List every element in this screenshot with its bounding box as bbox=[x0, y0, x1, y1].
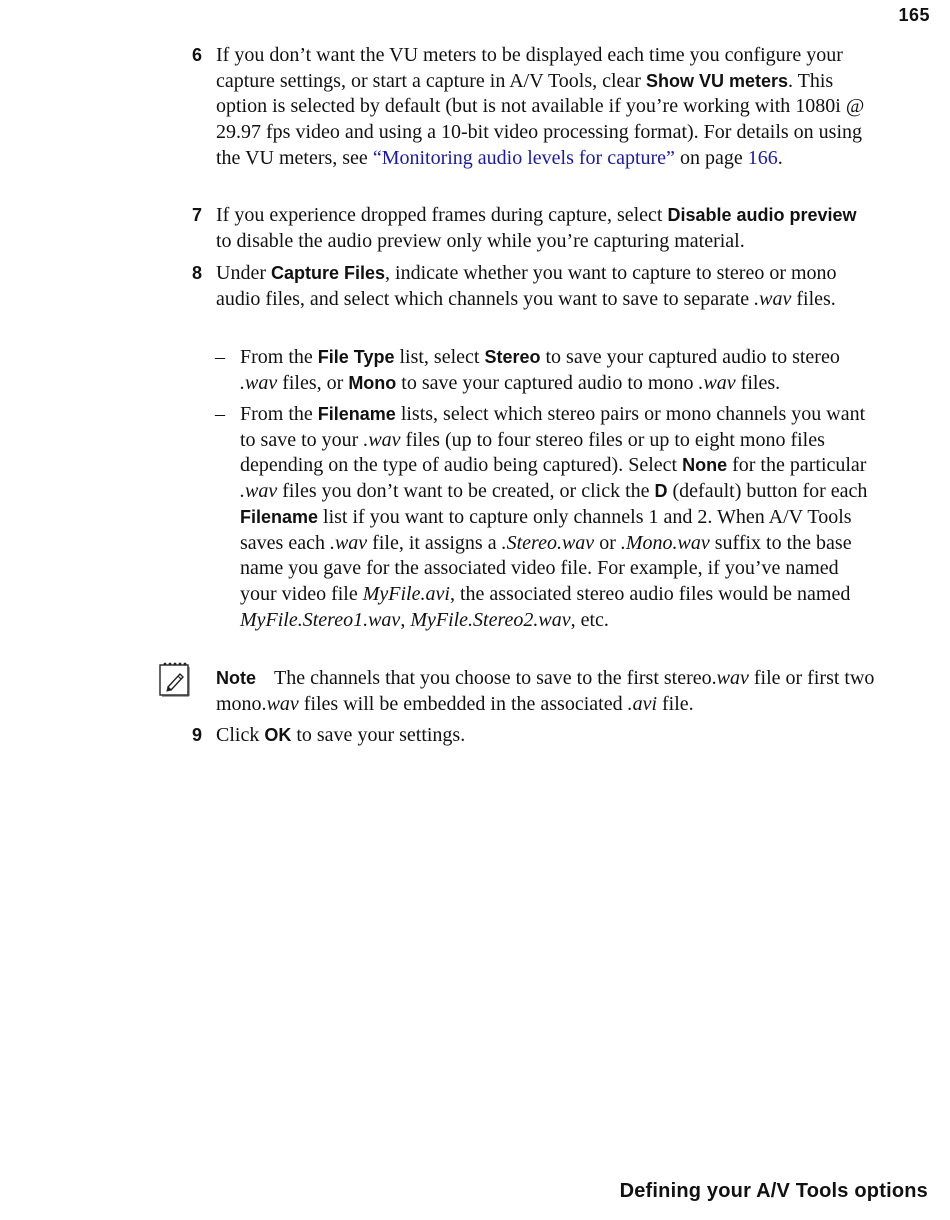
option-mono: Mono bbox=[348, 372, 397, 393]
step-text: . This option is selected by default (but is not available if you’re working with 1080i @ 29.97 fps video and using a 10-bit video processing format). For details on using the VU meters, see bbox=[216, 69, 865, 169]
step-text: . bbox=[777, 146, 783, 169]
file-extension: wav bbox=[716, 667, 749, 689]
step-text: Under bbox=[216, 262, 271, 284]
footer-section-title: Defining your A/V Tools options bbox=[619, 1180, 928, 1202]
bullet-text: From the bbox=[240, 403, 318, 425]
dash-bullet: – bbox=[215, 403, 225, 425]
step-text: on page bbox=[674, 146, 748, 169]
bullet-text: to save your captured audio to mono bbox=[396, 371, 699, 394]
file-extension: .wav bbox=[329, 531, 368, 554]
option-show-vu-meters: Show VU meters bbox=[645, 70, 789, 91]
button-ok-label: OK bbox=[264, 725, 292, 745]
file-suffix: .Stereo.wav bbox=[501, 531, 595, 554]
step-number: 7 bbox=[192, 205, 203, 225]
file-extension: .wav bbox=[240, 371, 278, 394]
step-text: , indicate whether you want to capture to stereo or mono audio files, and select which channels you want to save to separate bbox=[216, 262, 837, 310]
step-text: If you don’t want the VU meters to be displayed each time you configure your capture settings, or start a capture in A/V Tools, clear bbox=[216, 44, 843, 92]
bullet-text: , the associated stereo audio files would be named bbox=[449, 582, 851, 605]
bullet-text: From the bbox=[240, 346, 318, 368]
sub-bullet-filename bbox=[215, 402, 876, 633]
file-name: MyFile.Stereo1.wav bbox=[240, 608, 401, 631]
note-text: file or first two mono. bbox=[216, 667, 875, 715]
note-label: Note bbox=[216, 668, 256, 688]
bullet-text: suffix to the base name you gave for the associated video file. For example, if you’ve named your video file bbox=[240, 531, 852, 605]
bullet-text: to save your captured audio to stereo bbox=[540, 346, 840, 368]
step-number: 9 bbox=[192, 725, 203, 745]
dash-bullet: – bbox=[215, 346, 225, 368]
bullet-text: files you don’t want to be created, or click the bbox=[277, 480, 655, 503]
file-name: MyFile.avi bbox=[362, 582, 450, 605]
bullet-text: , bbox=[400, 608, 411, 631]
bullet-text: list if you want to capture only channels 1 and 2. When A/V Tools saves each bbox=[240, 505, 852, 554]
file-extension: .wav bbox=[240, 480, 278, 503]
note-text: file. bbox=[657, 692, 694, 715]
note-text: files will be embedded in the associated bbox=[298, 692, 628, 715]
step-7 bbox=[192, 203, 876, 254]
file-extension: .wav bbox=[363, 428, 401, 451]
page-number: 165 bbox=[898, 5, 930, 25]
bullet-text: files, or bbox=[277, 371, 349, 394]
step-text: files. bbox=[791, 287, 836, 310]
option-filename: Filename bbox=[240, 506, 319, 527]
bullet-text: list, select bbox=[394, 346, 485, 368]
button-d-default: D bbox=[654, 481, 668, 502]
cross-reference-link[interactable]: “Monitoring audio levels for capture” bbox=[372, 146, 675, 169]
option-none: None bbox=[682, 455, 728, 476]
step-text: Click bbox=[216, 724, 265, 746]
bullet-text: (default) button for each bbox=[667, 480, 868, 503]
step-text: to disable the audio preview only while you’re capturing material. bbox=[216, 229, 745, 252]
step-number: 6 bbox=[192, 45, 203, 65]
note-pencil-icon bbox=[158, 661, 190, 697]
bullet-text: or bbox=[594, 531, 621, 554]
file-extension: .wav bbox=[754, 287, 792, 310]
bullet-text: lists, select which stereo pairs or mono channels you want to save to your bbox=[240, 403, 866, 451]
file-extension: .wav bbox=[698, 371, 736, 394]
file-suffix: .Mono.wav bbox=[620, 531, 710, 554]
option-stereo: Stereo bbox=[484, 347, 541, 367]
step-8 bbox=[192, 261, 876, 312]
step-text: to save your settings. bbox=[291, 724, 466, 746]
bullet-text: for the particular bbox=[727, 454, 867, 477]
step-9 bbox=[192, 723, 876, 749]
note-text: The channels that you choose to save to the first stereo. bbox=[274, 667, 717, 689]
option-file-type: File Type bbox=[317, 347, 395, 367]
sub-bullet-file-type bbox=[215, 345, 876, 396]
bullet-text: files (up to four stereo files or up to eight mono files depending on the type of audio being captured). Select bbox=[240, 428, 825, 477]
option-filename: Filename bbox=[317, 404, 396, 424]
note-block bbox=[216, 666, 876, 717]
file-name: MyFile.Stereo2.wav bbox=[410, 608, 571, 631]
step-text: If you experience dropped frames during capture, select bbox=[216, 204, 668, 226]
bullet-text: files. bbox=[735, 371, 781, 394]
page-reference-link[interactable]: 166 bbox=[747, 146, 778, 169]
step-number: 8 bbox=[192, 263, 203, 283]
option-disable-audio-preview: Disable audio preview bbox=[667, 205, 857, 225]
section-capture-files: Capture Files bbox=[270, 263, 386, 283]
step-6 bbox=[192, 43, 876, 172]
bullet-text: file, it assigns a bbox=[367, 531, 502, 554]
file-extension: wav bbox=[266, 692, 299, 715]
bullet-text: , etc. bbox=[570, 608, 609, 631]
file-extension: .avi bbox=[627, 692, 658, 715]
